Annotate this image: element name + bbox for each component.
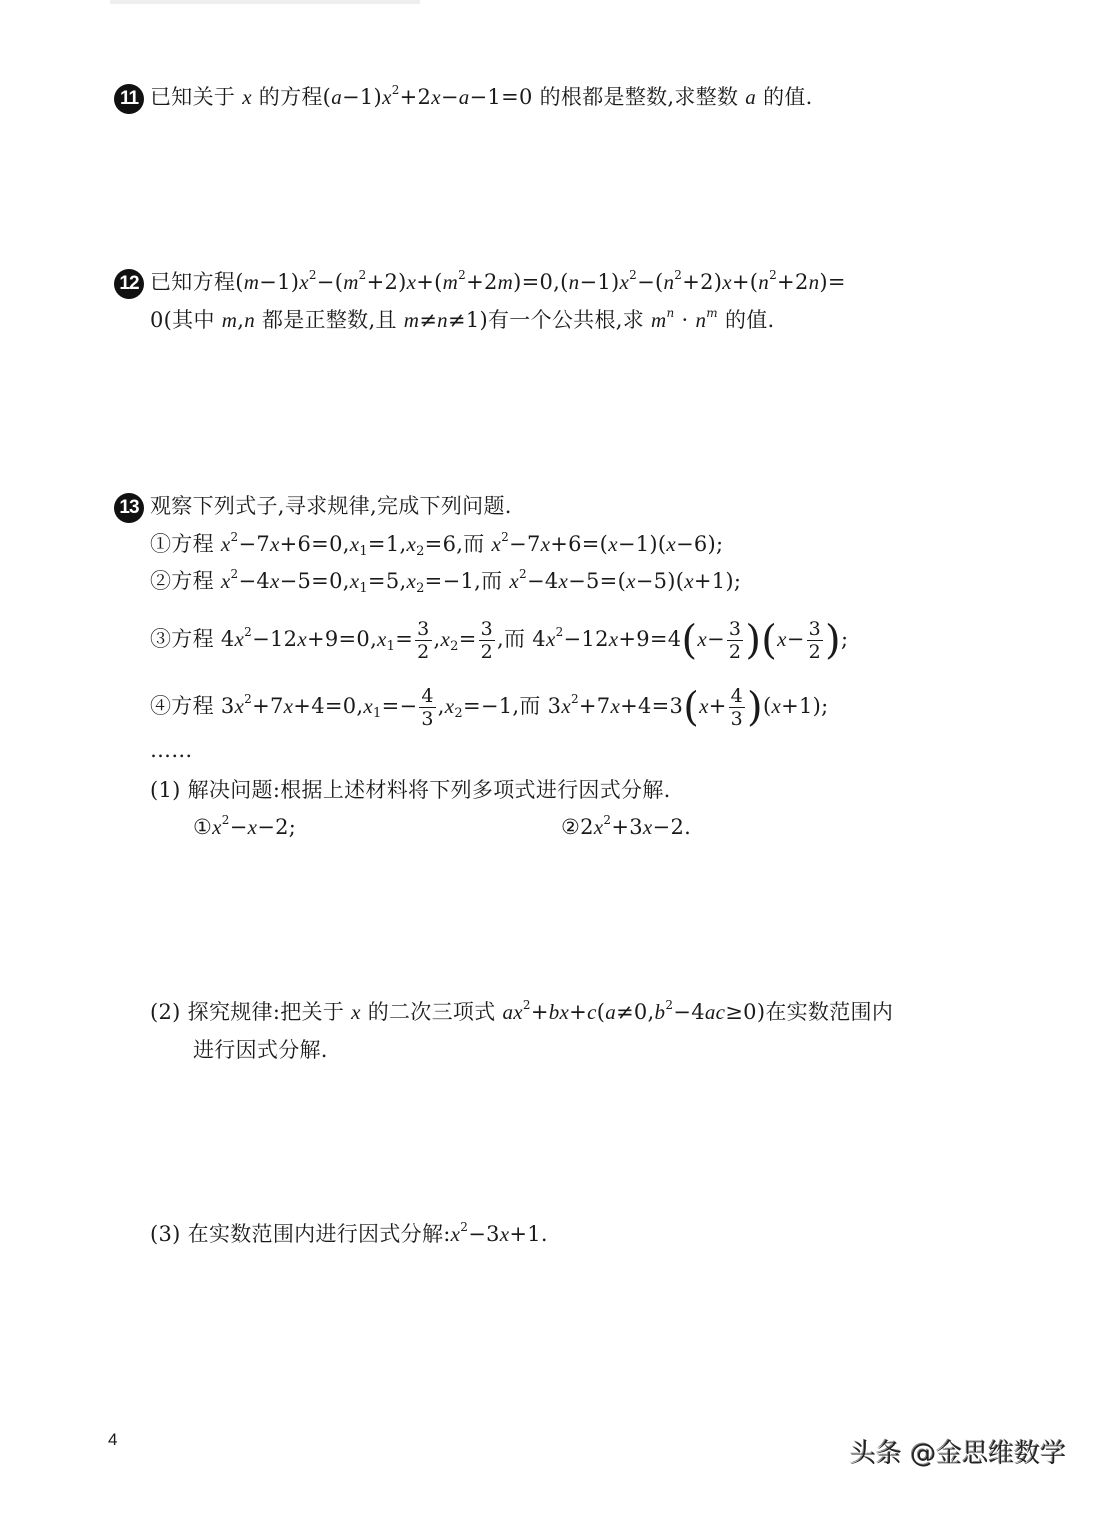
part-label: (3) — [150, 1222, 181, 1246]
fraction: $\frac{3}{2}$ — [417, 618, 430, 663]
part-label: (2) — [150, 1000, 181, 1024]
part-3 — [150, 1219, 548, 1249]
watermark: 头条 @金思维数学 — [850, 1439, 1067, 1469]
problem-12-text-line2: 0(其中 m,n 都是正整数,且 m≠n≠1)有一个公共根,求 $m^n \cdot n^m$ 的值. — [150, 306, 775, 332]
problem-number-badge: 13 — [114, 493, 144, 523]
part-2-text-line2: 进行因式分解. — [193, 1038, 328, 1062]
fraction: $\frac{4}{3}$ — [730, 685, 744, 730]
example-4: ④方程 $3x^2+7x+4=0,x_1=-$ $\frac{4}{3}$ $,x_2=-1$,而 $3x^2+7x+4=3(x+$ $\frac{4}{3}$ )(x+1); — [150, 684, 829, 731]
fraction: $\frac{3}{2}$ — [480, 618, 494, 663]
example-1: ①方程 $x^2-7x+6=0,x_1=1,x_2=6$,而 $x^2-7x+6=(x-1)(x-6)$; — [150, 530, 724, 559]
part-1 — [150, 775, 671, 805]
part-1-item-2: $②2x^2+3x-2$. — [561, 813, 692, 839]
example-3: ③方程 $4x^2-12x+9=0,x_1=$ $\frac{3}{2}$ $,x_2=$ $\frac{3}{2}$ ,而 $4x^2-12x+9=4(x-$ $\frac{3}{2}$ )(x− $\frac{3}{2}$ ); — [150, 617, 849, 664]
part-2-text: 探究规律:把关于 x 的二次三项式 $ax^2+bx+c(a\ne 0,b^2-4ac\ge 0)$在实数范围内 — [187, 998, 894, 1024]
problem-13-intro: 观察下列式子,寻求规律,完成下列问题. — [150, 494, 512, 518]
header-remnant — [110, 0, 420, 4]
problem-11 — [114, 82, 813, 114]
problem-number-badge: 12 — [114, 269, 144, 299]
part-1-text: 解决问题:根据上述材料将下列多项式进行因式分解. — [187, 778, 671, 802]
ellipsis: …… — [150, 738, 193, 762]
part-1-item-1: $①x^2-x-2$; — [193, 813, 297, 839]
problem-12-text-line1: 已知方程$(m-1)x^2-(m^2+2)x+(m^2+2m)=0,(n-1)x^2-(n^2+2)x+(n^2+2n)=$ — [150, 268, 846, 294]
part-3-text: 在实数范围内进行因式分解$:x^2-3x+1$. — [187, 1220, 548, 1246]
problem-12 — [114, 267, 846, 299]
fraction: $\frac{4}{3}$ — [421, 685, 434, 730]
problem-11-text: 已知关于 x 的方程$(a-1)x^2+2x-a-1=0$ 的根都是整数,求整数 a 的值. — [150, 83, 813, 109]
example-2: ②方程 $x^2-4x-5=0,x_1=5,x_2=-1$,而 $x^2-4x-5=(x-5)(x+1)$; — [150, 567, 742, 596]
part-2 — [150, 997, 893, 1027]
fraction: $\frac{3}{2}$ — [728, 618, 742, 663]
problem-number-badge: 11 — [114, 84, 144, 114]
part-label: (1) — [150, 778, 181, 802]
page-number: 4 — [108, 1430, 118, 1449]
problem-13 — [114, 491, 512, 523]
fraction: $\frac{3}{2}$ — [808, 618, 822, 663]
